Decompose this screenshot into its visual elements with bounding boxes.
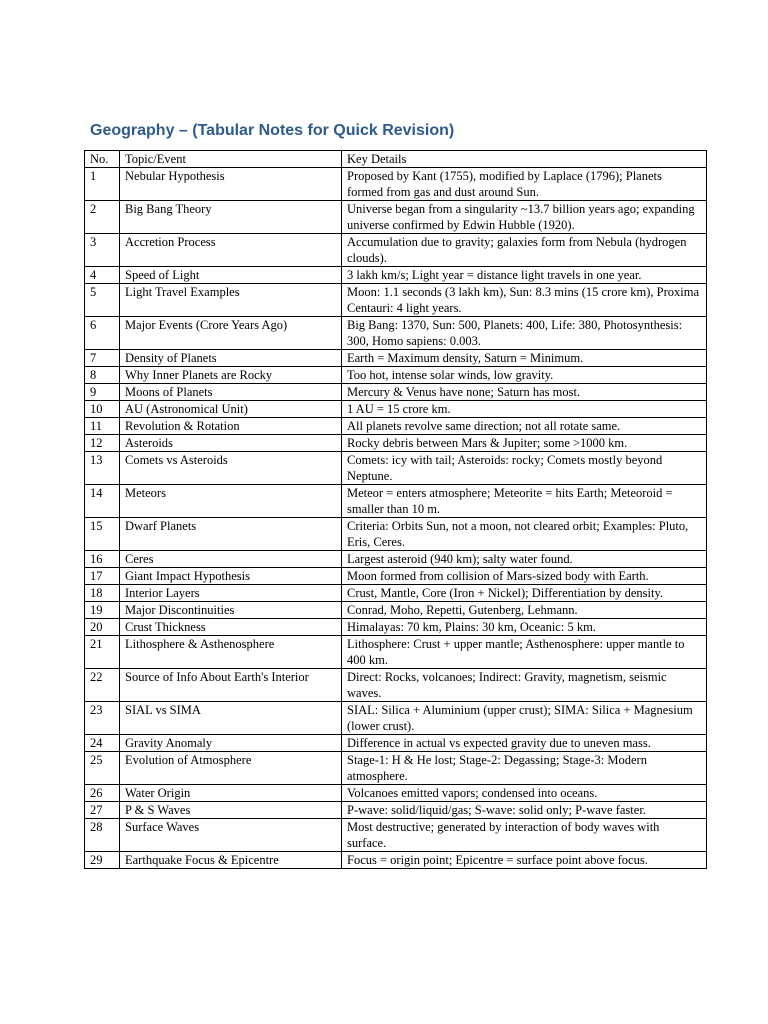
row-number: 11 — [85, 418, 120, 435]
row-topic: Revolution & Rotation — [120, 418, 342, 435]
row-number: 25 — [85, 752, 120, 785]
row-number: 20 — [85, 619, 120, 636]
row-key-details: Rocky debris between Mars & Jupiter; some >1000 km. — [342, 435, 707, 452]
row-key-details: 1 AU = 15 crore km. — [342, 401, 707, 418]
row-key-details: Mercury & Venus have none; Saturn has most. — [342, 384, 707, 401]
row-topic: Nebular Hypothesis — [120, 168, 342, 201]
table-row — [85, 669, 707, 702]
row-key-details: 3 lakh km/s; Light year = distance light travels in one year. — [342, 267, 707, 284]
row-topic: Surface Waves — [120, 819, 342, 852]
row-key-details: Himalayas: 70 km, Plains: 30 km, Oceanic: 5 km. — [342, 619, 707, 636]
table-row — [85, 735, 707, 752]
row-topic: Major Events (Crore Years Ago) — [120, 317, 342, 350]
page-title: Geography – (Tabular Notes for Quick Revision) — [90, 122, 455, 139]
row-key-details: Big Bang: 1370, Sun: 500, Planets: 400, Life: 380, Photosynthesis: 300, Homo sapiens: 0.003. — [342, 317, 707, 350]
row-key-details: Direct: Rocks, volcanoes; Indirect: Gravity, magnetism, seismic waves. — [342, 669, 707, 702]
row-key-details: Most destructive; generated by interaction of body waves with surface. — [342, 819, 707, 852]
row-number: 27 — [85, 802, 120, 819]
notes-table — [84, 150, 707, 869]
table-row — [85, 568, 707, 585]
row-key-details: Lithosphere: Crust + upper mantle; Asthenosphere: upper mantle to 400 km. — [342, 636, 707, 669]
table-row — [85, 585, 707, 602]
row-topic: Earthquake Focus & Epicentre — [120, 852, 342, 869]
row-number: 10 — [85, 401, 120, 418]
row-key-details: Difference in actual vs expected gravity due to uneven mass. — [342, 735, 707, 752]
header-key-details: Key Details — [342, 151, 707, 168]
row-number: 5 — [85, 284, 120, 317]
table-row — [85, 234, 707, 267]
table-row — [85, 435, 707, 452]
row-topic: Light Travel Examples — [120, 284, 342, 317]
table-header-row — [85, 151, 707, 168]
row-topic: Water Origin — [120, 785, 342, 802]
table-row — [85, 267, 707, 284]
table-row — [85, 619, 707, 636]
row-topic: Asteroids — [120, 435, 342, 452]
row-key-details: Proposed by Kant (1755), modified by Laplace (1796); Planets formed from gas and dust around Sun. — [342, 168, 707, 201]
table-row — [85, 702, 707, 735]
header-topic: Topic/Event — [120, 151, 342, 168]
row-key-details: Earth = Maximum density, Saturn = Minimum. — [342, 350, 707, 367]
row-number: 29 — [85, 852, 120, 869]
row-topic: Accretion Process — [120, 234, 342, 267]
row-number: 22 — [85, 669, 120, 702]
row-number: 1 — [85, 168, 120, 201]
row-number: 21 — [85, 636, 120, 669]
table-row — [85, 317, 707, 350]
row-key-details: All planets revolve same direction; not all rotate same. — [342, 418, 707, 435]
row-topic: Big Bang Theory — [120, 201, 342, 234]
table-row — [85, 401, 707, 418]
row-key-details: Accumulation due to gravity; galaxies form from Nebula (hydrogen clouds). — [342, 234, 707, 267]
row-topic: Density of Planets — [120, 350, 342, 367]
table-row — [85, 551, 707, 568]
row-topic: Why Inner Planets are Rocky — [120, 367, 342, 384]
row-topic: Giant Impact Hypothesis — [120, 568, 342, 585]
row-key-details: Criteria: Orbits Sun, not a moon, not cleared orbit; Examples: Pluto, Eris, Ceres. — [342, 518, 707, 551]
table-row — [85, 602, 707, 619]
row-key-details: Stage-1: H & He lost; Stage-2: Degassing; Stage-3: Modern atmosphere. — [342, 752, 707, 785]
row-topic: Major Discontinuities — [120, 602, 342, 619]
row-topic: Meteors — [120, 485, 342, 518]
row-topic: Evolution of Atmosphere — [120, 752, 342, 785]
row-key-details: Universe began from a singularity ~13.7 billion years ago; expanding universe confirmed by Edwin Hubble (1920). — [342, 201, 707, 234]
row-key-details: Largest asteroid (940 km); salty water found. — [342, 551, 707, 568]
table-row — [85, 418, 707, 435]
table-row — [85, 284, 707, 317]
row-number: 15 — [85, 518, 120, 551]
table-row — [85, 819, 707, 852]
table-row — [85, 636, 707, 669]
row-number: 28 — [85, 819, 120, 852]
row-key-details: Conrad, Moho, Repetti, Gutenberg, Lehmann. — [342, 602, 707, 619]
row-key-details: Moon formed from collision of Mars-sized body with Earth. — [342, 568, 707, 585]
row-topic: Ceres — [120, 551, 342, 568]
table-row — [85, 802, 707, 819]
row-topic: Interior Layers — [120, 585, 342, 602]
table-row — [85, 852, 707, 869]
row-number: 9 — [85, 384, 120, 401]
table-row — [85, 168, 707, 201]
row-number: 6 — [85, 317, 120, 350]
row-topic: P & S Waves — [120, 802, 342, 819]
table-row — [85, 367, 707, 384]
row-topic: Lithosphere & Asthenosphere — [120, 636, 342, 669]
row-topic: Moons of Planets — [120, 384, 342, 401]
row-number: 3 — [85, 234, 120, 267]
row-key-details: Comets: icy with tail; Asteroids: rocky; Comets mostly beyond Neptune. — [342, 452, 707, 485]
row-key-details: P-wave: solid/liquid/gas; S-wave: solid only; P-wave faster. — [342, 802, 707, 819]
row-number: 2 — [85, 201, 120, 234]
row-number: 16 — [85, 551, 120, 568]
row-key-details: Moon: 1.1 seconds (3 lakh km), Sun: 8.3 mins (15 crore km), Proxima Centauri: 4 light years. — [342, 284, 707, 317]
table-row — [85, 201, 707, 234]
row-number: 12 — [85, 435, 120, 452]
table-row — [85, 752, 707, 785]
row-topic: Gravity Anomaly — [120, 735, 342, 752]
table-row — [85, 485, 707, 518]
row-number: 7 — [85, 350, 120, 367]
row-key-details: SIAL: Silica + Aluminium (upper crust); SIMA: Silica + Magnesium (lower crust). — [342, 702, 707, 735]
table-row — [85, 518, 707, 551]
row-number: 19 — [85, 602, 120, 619]
row-number: 14 — [85, 485, 120, 518]
row-topic: Source of Info About Earth's Interior — [120, 669, 342, 702]
row-number: 4 — [85, 267, 120, 284]
table-row — [85, 785, 707, 802]
table-body — [85, 168, 707, 869]
row-topic: Dwarf Planets — [120, 518, 342, 551]
row-key-details: Focus = origin point; Epicentre = surface point above focus. — [342, 852, 707, 869]
row-number: 18 — [85, 585, 120, 602]
row-key-details: Crust, Mantle, Core (Iron + Nickel); Differentiation by density. — [342, 585, 707, 602]
row-number: 8 — [85, 367, 120, 384]
table-row — [85, 350, 707, 367]
row-number: 13 — [85, 452, 120, 485]
row-topic: AU (Astronomical Unit) — [120, 401, 342, 418]
row-number: 17 — [85, 568, 120, 585]
row-number: 26 — [85, 785, 120, 802]
table-row — [85, 452, 707, 485]
row-topic: Crust Thickness — [120, 619, 342, 636]
row-topic: SIAL vs SIMA — [120, 702, 342, 735]
table-row — [85, 384, 707, 401]
row-topic: Speed of Light — [120, 267, 342, 284]
row-key-details: Too hot, intense solar winds, low gravity. — [342, 367, 707, 384]
row-number: 23 — [85, 702, 120, 735]
row-number: 24 — [85, 735, 120, 752]
row-key-details: Volcanoes emitted vapors; condensed into oceans. — [342, 785, 707, 802]
row-topic: Comets vs Asteroids — [120, 452, 342, 485]
row-key-details: Meteor = enters atmosphere; Meteorite = hits Earth; Meteoroid = smaller than 10 m. — [342, 485, 707, 518]
header-no: No. — [85, 151, 120, 168]
